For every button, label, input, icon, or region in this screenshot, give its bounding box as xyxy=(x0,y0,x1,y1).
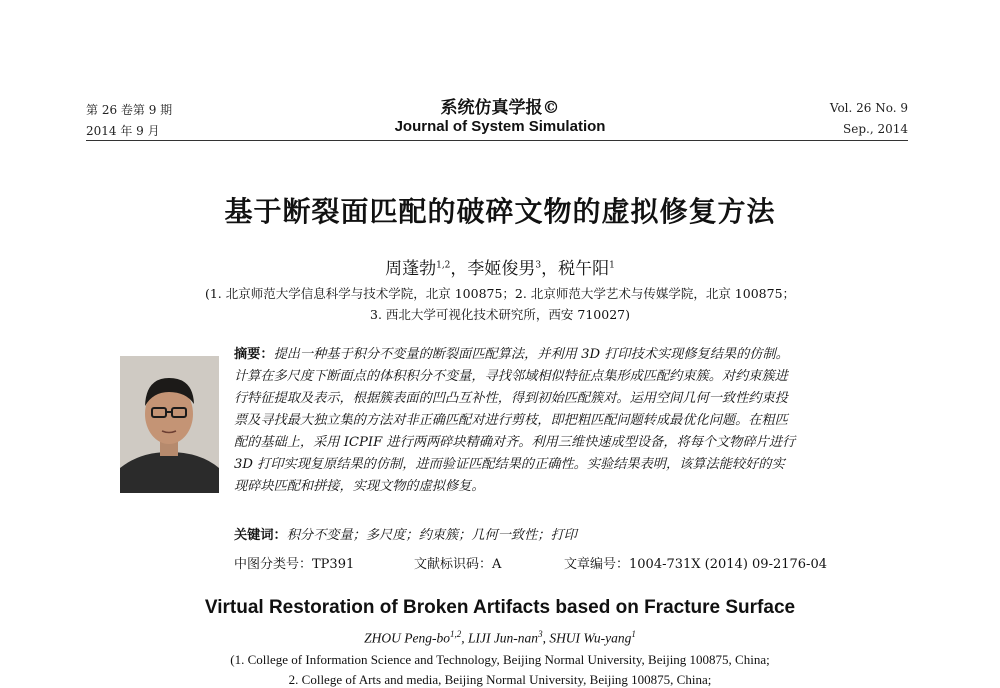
date-cn: 2014 年 9 月 xyxy=(86,124,160,138)
authors-cn xyxy=(0,254,1000,279)
journal-name-cn: 系统仿真学报© xyxy=(440,98,560,118)
author-2-affil-en: 3 xyxy=(538,629,543,639)
keywords-label: 关键词： xyxy=(234,528,287,543)
author-3-affil: 1 xyxy=(609,260,615,271)
author-separator: , xyxy=(542,630,550,646)
author-3-cn: 税午阳 xyxy=(558,259,610,279)
clc-number: 中图分类号：TP391 xyxy=(234,557,355,572)
author-separator: , xyxy=(461,630,468,646)
affiliation-line-2-cn: 3. 西北大学可视化技术研究所，西安 710027) xyxy=(370,307,630,322)
abstract-line-text: 提出一种基于积分不变量的断裂面匹配算法，并利用 3D 打印技术实现修复结果的仿制。 xyxy=(273,347,789,362)
document-code: 文献标识码：A xyxy=(414,557,502,572)
affiliation-line-1-en: (1. College of Information Science and Technology, Beijing Normal University, Beijing 100875, China; xyxy=(230,652,770,667)
header-rule xyxy=(86,140,908,141)
author-1-en: ZHOU Peng-bo xyxy=(364,630,450,646)
author-2-cn: 李姬俊男 xyxy=(467,259,536,279)
abstract-line: 3D 打印实现复原结果的仿制，进而验证匹配结果的正确性。实验结果表明，该算法能较好的实 xyxy=(234,457,785,472)
abstract-line: 配的基础上，采用 ICPIF 进行两两碎块精确对齐。利用三维快速成型设备，将每个文物碎片进行 xyxy=(234,435,796,450)
paper-title-en: Virtual Restoration of Broken Artifacts based on Fracture Surface xyxy=(204,597,796,618)
volume-issue-cn: 第 26 卷第 9 期 xyxy=(86,103,173,117)
abstract-cn xyxy=(234,344,884,498)
affiliation-line-2-en: 2. College of Arts and media, Beijing Normal University, Beijing 100875, China; xyxy=(288,672,712,687)
affiliation-line-1-cn: (1. 北京师范大学信息科学与技术学院，北京 100875；2. 北京师范大学艺术与传媒学院，北京 100875； xyxy=(204,286,796,301)
author-2-en: LIJI Jun-nan xyxy=(467,630,539,646)
date-en: Sep., 2014 xyxy=(843,122,908,136)
author-separator: ， xyxy=(541,259,559,279)
abstract-label: 摘要： xyxy=(234,347,274,362)
abstract-line: 行特征提取及表示，根据簇表面的凹凸互补性，得到初始匹配簇对。运用空间几何一致性约束投 xyxy=(234,391,788,406)
paper-title-cn: 基于断裂面匹配的破碎文物的虚拟修复方法 xyxy=(224,195,776,228)
article-number: 文章编号：1004-731X (2014) 09-2176-04 xyxy=(564,557,827,572)
abstract-line: 票及寻找最大独立集的方法对非正确匹配对进行剪枝，即把粗匹配问题转成最优化问题。在粗匹 xyxy=(234,413,788,428)
abstract-line: 现碎块匹配和拼接，实现文物的虚拟修复。 xyxy=(234,479,485,494)
volume-issue-en: Vol. 26 No. 9 xyxy=(829,101,908,115)
abstract-line xyxy=(234,344,884,366)
author-3-en: SHUI Wu-yang xyxy=(549,630,632,646)
author-2-affil: 3 xyxy=(535,260,542,271)
keywords-cn xyxy=(234,524,577,543)
author-separator: ， xyxy=(450,259,468,279)
author-1-affil-en: 1,2 xyxy=(449,629,462,639)
author-photo xyxy=(120,356,219,493)
author-1-affil: 1,2 xyxy=(436,260,451,271)
journal-name-en: Journal of System Simulation xyxy=(394,118,606,135)
abstract-line: 计算在多尺度下断面点的体积积分不变量，寻找邻域相似特征点集形成匹配约束簇。对约束簇进 xyxy=(234,369,788,384)
keywords-text: 积分不变量；多尺度；约束簇；几何一致性；打印 xyxy=(286,528,577,543)
author-1-cn: 周蓬勃 xyxy=(385,259,437,279)
authors-en xyxy=(0,629,1000,647)
author-3-affil-en: 1 xyxy=(631,629,636,639)
